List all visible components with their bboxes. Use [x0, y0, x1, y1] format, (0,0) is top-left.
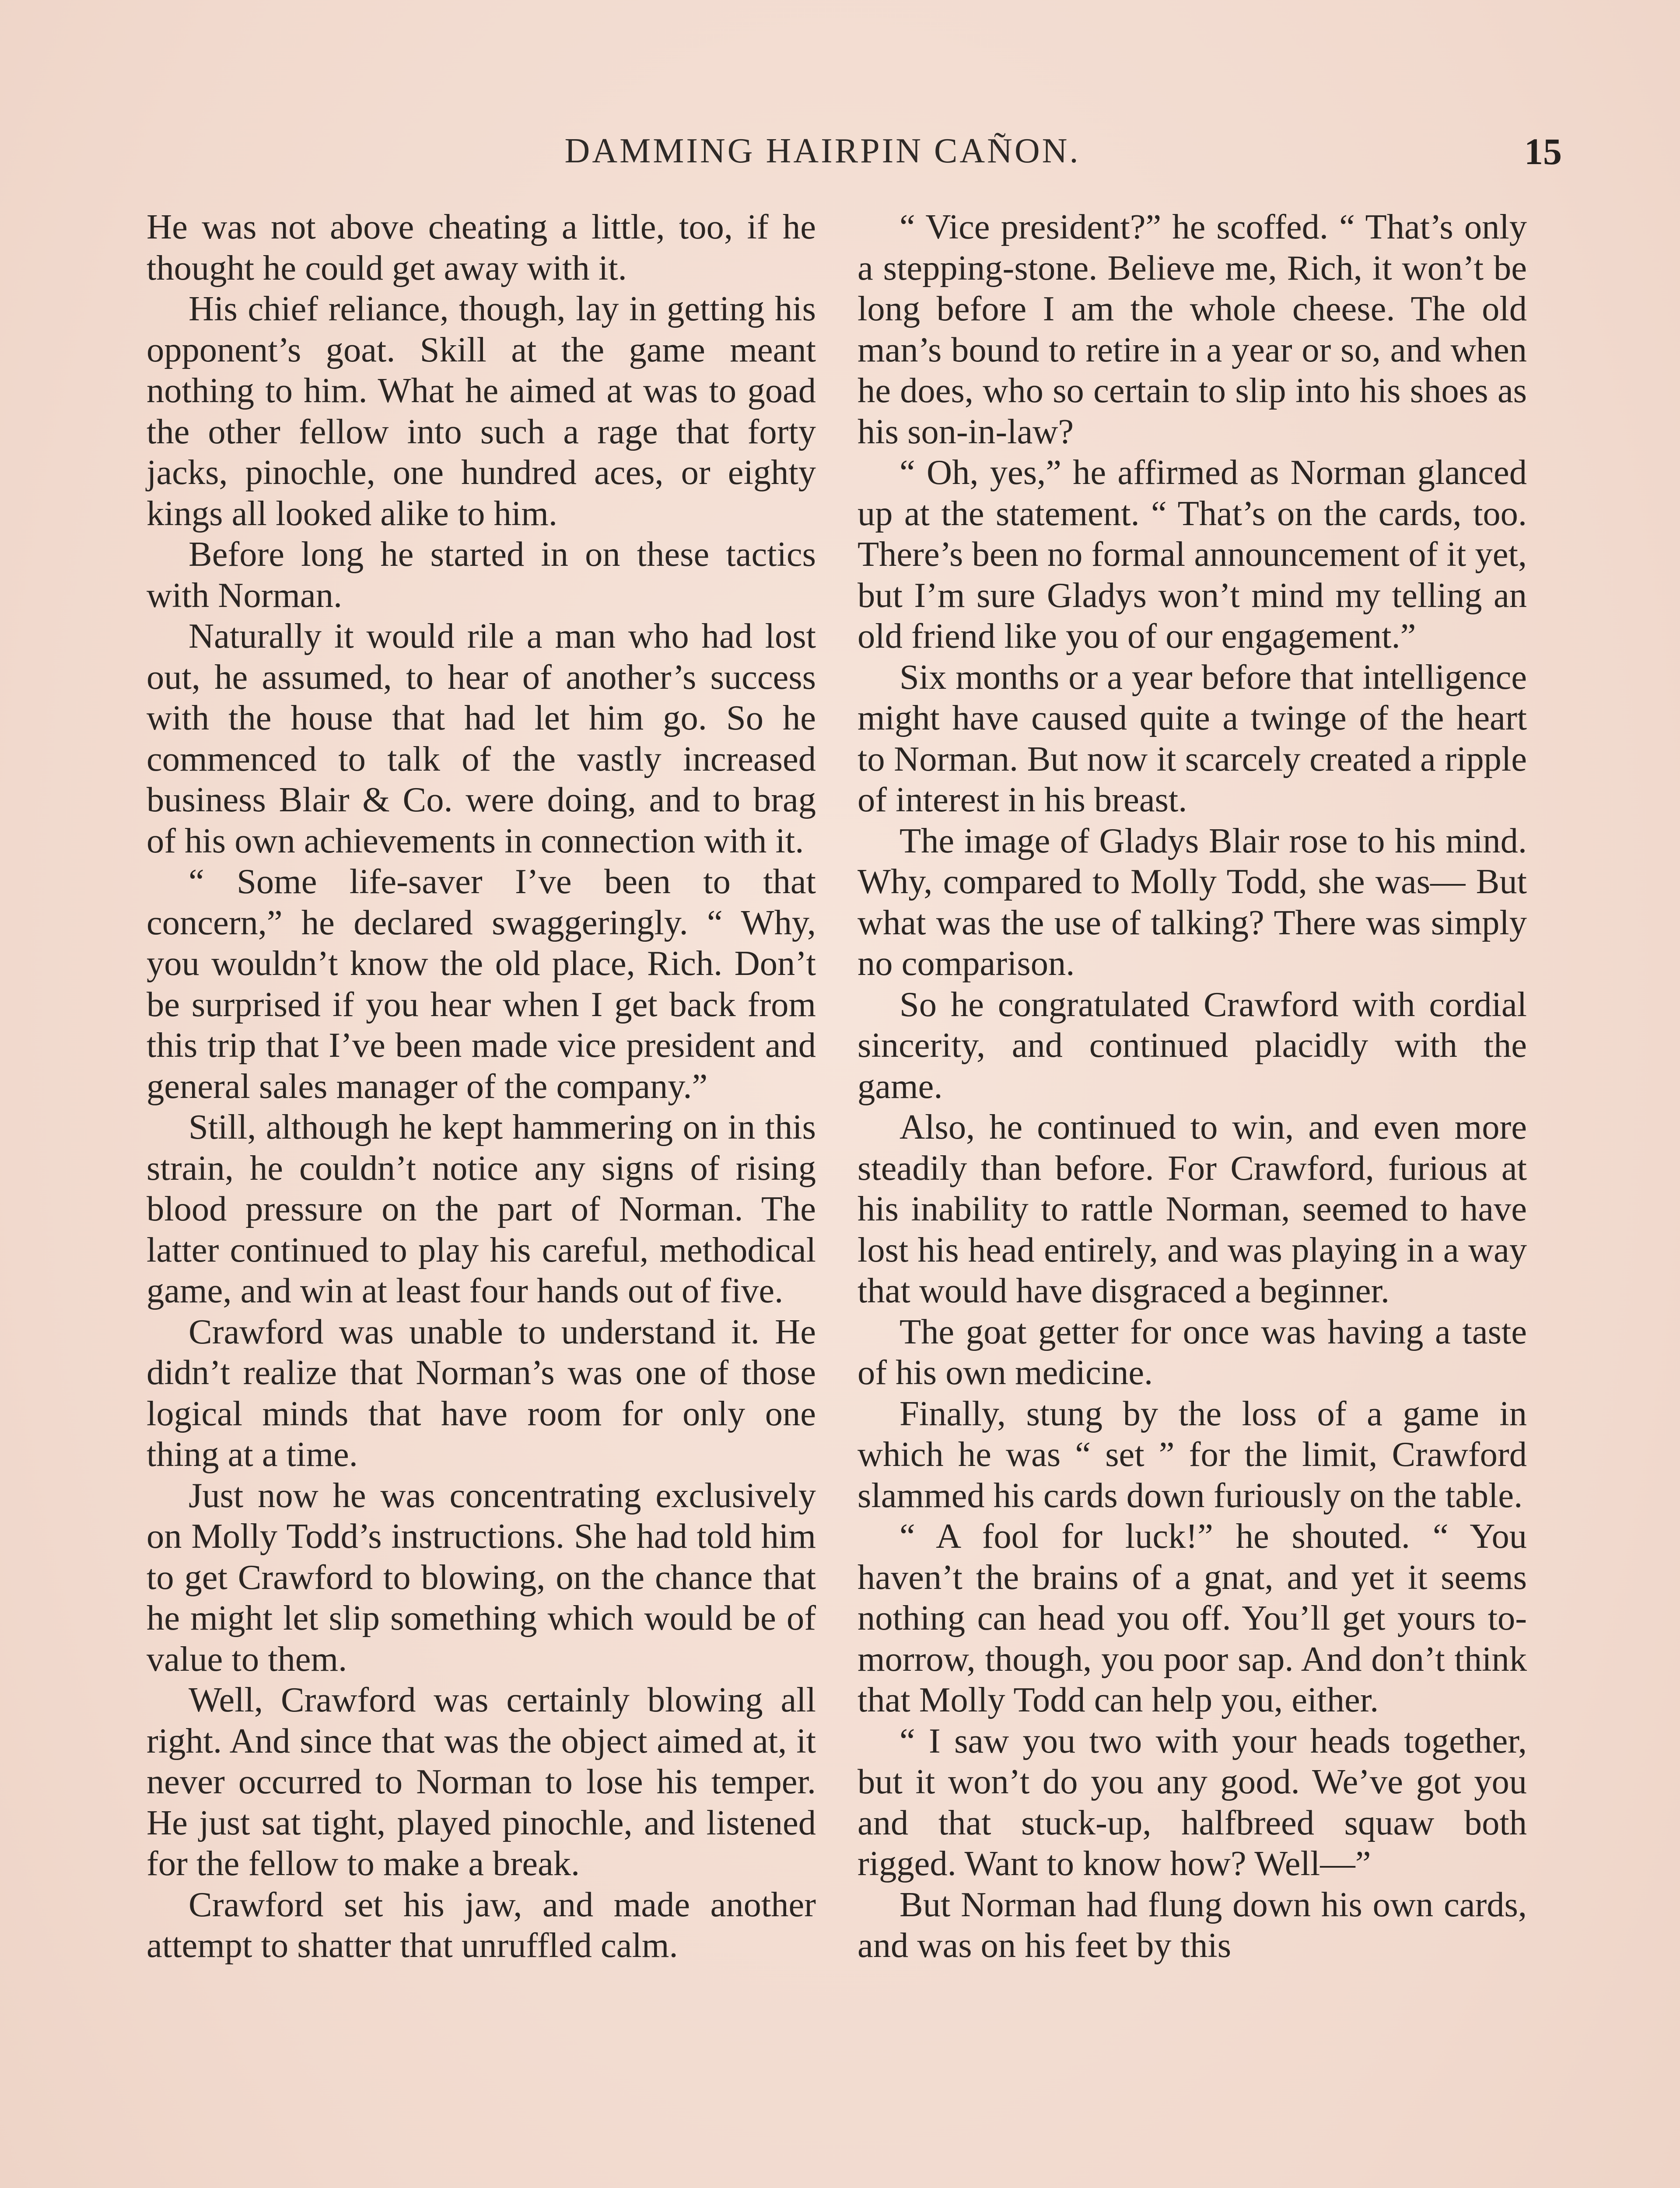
paragraph: He was not above cheating a little, too, if he thought he could get away with it.: [147, 207, 816, 288]
paragraph: Also, he continued to win, and even more steadily than before. For Crawford, furious at his inability to rattle Norman, seemed to have lost his head entirely, and was playing in a way that would have disgraced a beginner.: [858, 1108, 1527, 1310]
paragraph: But Norman had flung down his own cards, and was on his feet by this: [858, 1885, 1527, 1965]
paragraph: His chief reliance, though, lay in getting his opponent’s goat. Skill at the game meant nothing to him. What he aimed at was to goad the other fellow into such a rage that forty jacks, pinochle, one hundred aces, or eighty kings all looked alike to him.: [147, 289, 816, 533]
paragraph: Six months or a year before that intelligence might have caused quite a twinge of the heart to Norman. But now it scarcely created a ripple of interest in his breast.: [858, 657, 1527, 819]
paragraph: “ Vice president?” he scoffed. “ That’s only a stepping-stone. Believe me, Rich, it won’t be long before I am the whole cheese. The old man’s bound to retire in a year or so, and when he does, who so certain to slip into his shoes as his son-in-law?: [858, 207, 1527, 451]
paragraph: Finally, stung by the loss of a game in which he was “ set ” for the limit, Crawford slammed his cards down furiously on the table.: [858, 1394, 1527, 1515]
paragraph: Just now he was concentrating exclusively on Molly Todd’s instructions. She had told him to get Crawford to blowing, on the chance that he might let slip something which would be of value to them.: [147, 1476, 816, 1679]
paragraph: “ I saw you two with your heads together, but it won’t do you any good. We’ve got you and that stuck-up, halfbreed squaw both rigged. Want to know how? Well—”: [858, 1721, 1527, 1883]
paragraph: Naturally it would rile a man who had lost out, he assumed, to hear of another’s success with the house that had let him go. So he commenced to talk of the vastly increased business Blair & Co. were doing, and to brag of his own achievements in connection with it.: [147, 617, 816, 860]
paragraph: The goat getter for once was having a taste of his own medicine.: [858, 1312, 1527, 1392]
paragraph: So he congratulated Crawford with cordial sincerity, and continued placidly with the game.: [858, 985, 1527, 1106]
page-number: 15: [1524, 130, 1562, 172]
paragraph: Before long he started in on these tactics with Norman.: [147, 535, 816, 615]
paragraph: Well, Crawford was certainly blowing all right. And since that was the object aimed at, it never occurred to Norman to lose his temper. He just sat tight, played pinochle, and listened for the fellow to make a break.: [147, 1680, 816, 1883]
paragraph: The image of Gladys Blair rose to his mind. Why, compared to Molly Todd, she was— But what was the use of talking? There was simply no comparison.: [858, 821, 1527, 983]
paragraph: “ Oh, yes,” he affirmed as Norman glanced up at the statement. “ That’s on the cards, too. There’s been no formal announcement of it yet, but I’m sure Gladys won’t mind my telling an old friend like you of our engagement.”: [858, 453, 1527, 656]
left-column: [147, 207, 816, 1966]
paragraph: Crawford set his jaw, and made another attempt to shatter that unruffled calm.: [147, 1885, 816, 1965]
paragraph: “ Some life-saver I’ve been to that concern,” he declared swaggeringly. “ Why, you wouldn’t know the old place, Rich. Don’t be surprised if you hear when I get back from this trip that I’ve been made vice president and general sales manager of the company.”: [147, 862, 816, 1106]
right-column: [858, 207, 1527, 1966]
paragraph: Still, although he kept hammering on in this strain, he couldn’t notice any signs of rising blood pressure on the part of Norman. The latter continued to play his careful, methodical game, and win at least four hands out of five.: [147, 1108, 816, 1310]
running-title: DAMMING HAIRPIN CAÑON.: [564, 132, 1081, 170]
paragraph: Crawford was unable to understand it. He didn’t realize that Norman’s was one of those logical minds that have room for only one thing at a time.: [147, 1312, 816, 1474]
paragraph: “ A fool for luck!” he shouted. “ You haven’t the brains of a gnat, and yet it seems nothing can head you off. You’ll get yours to-morrow, though, you poor sap. And don’t think that Molly Todd can help you, either.: [858, 1517, 1527, 1719]
